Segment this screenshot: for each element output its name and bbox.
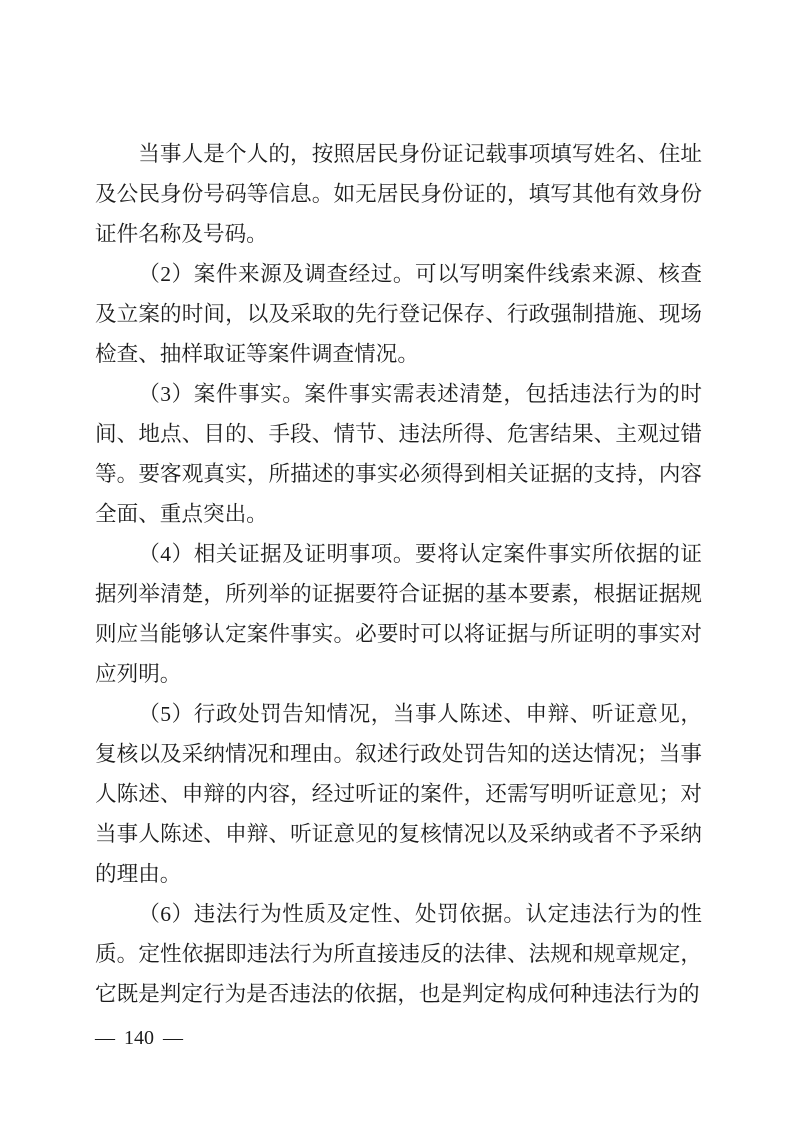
- body-paragraph: （2）案件来源及调查经过。可以写明案件线索来源、核查及立案的时间，以及采取的先行登记保存、行政强制措施、现场检查、抽样取证等案件调查情况。: [95, 262, 702, 366]
- body-paragraph: （3）案件事实。案件事实需表述清楚，包括违法行为的时间、地点、目的、手段、情节、违法所得、危害结果、主观过错等。要客观真实，所描述的事实必须得到相关证据的支持，内容全面、重点突出。: [95, 382, 702, 526]
- page-number: — 140 —: [95, 1027, 183, 1049]
- body-paragraph: （6）违法行为性质及定性、处罚依据。认定违法行为的性质。定性依据即违法行为所直接违反的法律、法规和规章规定，它既是判定行为是否违法的依据，也是判定构成何种违法行为的: [95, 902, 702, 1006]
- body-paragraph: （4）相关证据及证明事项。要将认定案件事实所依据的证据列举清楚，所列举的证据要符合证据的基本要素，根据证据规则应当能够认定案件事实。必要时可以将证据与所证明的事实对应列明。: [95, 542, 702, 686]
- document-body: [95, 134, 702, 1014]
- body-paragraph: （5）行政处罚告知情况，当事人陈述、申辩、听证意见，复核以及采纳情况和理由。叙述行政处罚告知的送达情况；当事人陈述、申辩的内容，经过听证的案件，还需写明听证意见；对当事人陈述、申辩、听证意见的复核情况以及采纳或者不予采纳的理由。: [95, 702, 702, 886]
- body-paragraph: 当事人是个人的，按照居民身份证记载事项填写姓名、住址及公民身份号码等信息。如无居民身份证的，填写其他有效身份证件名称及号码。: [95, 142, 702, 246]
